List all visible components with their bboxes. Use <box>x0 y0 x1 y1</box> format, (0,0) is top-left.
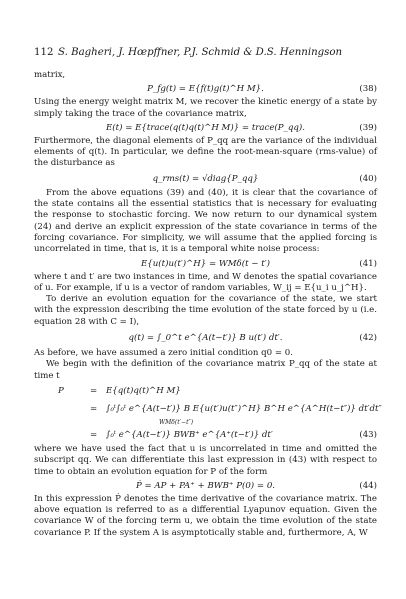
equation-43-line-2: ∫₀ᵗ∫₀ᵗ e^{A(t−t′)} B E{u(t′)u(t″)^H} B^H e^{A^H(t−t″)} dt′dt″ <box>106 403 382 414</box>
equation-41-body: E{u(t)u(t′)^H} = WMδ(t − t′) <box>141 258 270 269</box>
paragraph-7: As before, we have assumed a zero initial condition q0 = 0. <box>34 348 293 359</box>
running-header <box>34 46 376 60</box>
paragraph-9: where we have used the fact that u is uncorrelated in time and omitted the subscript qq. We can differentiate this last expression in (43) with respect to time to obtain an evolution equation for P of the form <box>34 443 377 477</box>
equation-43-equals-2: = <box>90 403 98 414</box>
equation-43-row-1 <box>34 382 377 400</box>
paragraph-10: In this expression Ṗ denotes the time derivative of the covariance matrix. The above equation is referred to as a differential Lyapunov equation. Given the covariance W of the forcing term u, we obtain the time evolution of the state covariance P. If the system A is asymptotically stable and, furthermore, A, W <box>34 493 377 538</box>
equation-42-number: (42) <box>359 333 377 344</box>
equation-43-lhs: P <box>58 385 64 396</box>
equation-40-number: (40) <box>359 173 377 184</box>
paragraph-8: We begin with the definition of the covariance matrix P_qq of the state at time t <box>34 359 377 381</box>
equation-43-equals-3: = <box>90 429 98 440</box>
equation-40-body: q_rms(t) = √diag{P_qq} <box>152 173 259 184</box>
equation-43-line-3: ∫₀ᵗ e^{A(t−t′)} BWB⁺ e^{A⁺(t−t′)} dt′ <box>106 429 273 440</box>
equation-43-equals-1: = <box>90 385 98 396</box>
equation-38-body: P_fg(t) = E{f(t)g(t)^H M}. <box>147 84 264 95</box>
equation-39-body: E(t) = E{trace(q(t)q(t)^H M)} = trace(P_qq). <box>106 122 305 133</box>
equation-44-number: (44) <box>359 480 377 491</box>
paragraph-5: where t and t′ are two instances in time, and W denotes the spatial covariance of u. For example, if u is a vector of random variables, W_ij = E{u_i u_j^H}. <box>34 271 377 293</box>
equation-38-number: (38) <box>359 84 377 95</box>
running-head-authors: S. Bagheri, J. Hœpffner, P.J. Schmid & D.S. Henningson <box>58 47 343 58</box>
paragraph-4: From the above equations (39) and (40), it is clear that the covariance of the state contains all the essential statistics that is necessary for evaluating the response to stochastic forcing. We now return to our dynamical system (24) and derive an explicit expression of the state covariance in terms of the forcing covariance. For simplicity, we will assume that the applied forcing is uncorrelated in time, that is, it is a temporal white noise process: <box>34 187 377 255</box>
equation-43-row-2 <box>34 400 382 426</box>
equation-43-underbrace-label: WMδ(t′−t″) <box>159 418 194 426</box>
paragraph-3: Furthermore, the diagonal elements of P_qq are the variance of the individual elements of q(t). In particular, we define the root-mean-square (rms-value) of the disturbance as <box>34 135 377 169</box>
equation-42-body: q(t) = ∫_0^t e^{A(t−t′)} B u(t′) dt′. <box>128 333 283 344</box>
equation-41 <box>34 256 377 272</box>
equation-42 <box>34 328 377 348</box>
paragraph-6: To derive an evolution equation for the covariance of the state, we start with the expression describing the time evolution of the state forced by u (i.e. equation 28 with C = I), <box>34 294 377 327</box>
paragraph-1: matrix, <box>34 70 66 80</box>
equation-43-line-1: E{q(t)q(t)^H M} <box>106 385 181 396</box>
equation-43 <box>34 382 382 444</box>
equation-43-number: (43) <box>359 429 377 440</box>
equation-44-body: Ṗ = AP + PA⁺ + BWB⁺ P(0) = 0. <box>135 480 276 491</box>
equation-39 <box>34 120 377 136</box>
equation-39-number: (39) <box>359 122 377 133</box>
equation-38 <box>34 81 377 97</box>
equation-41-number: (41) <box>359 258 377 269</box>
equation-44 <box>34 478 377 494</box>
page-number: 112 <box>34 47 54 58</box>
paragraph-2: Using the energy weight matrix M, we recover the kinetic energy of a state by simply taking the trace of the covariance matrix, <box>34 97 377 119</box>
equation-40 <box>34 170 377 188</box>
page-body <box>34 70 382 539</box>
equation-43-row-3 <box>34 426 377 444</box>
